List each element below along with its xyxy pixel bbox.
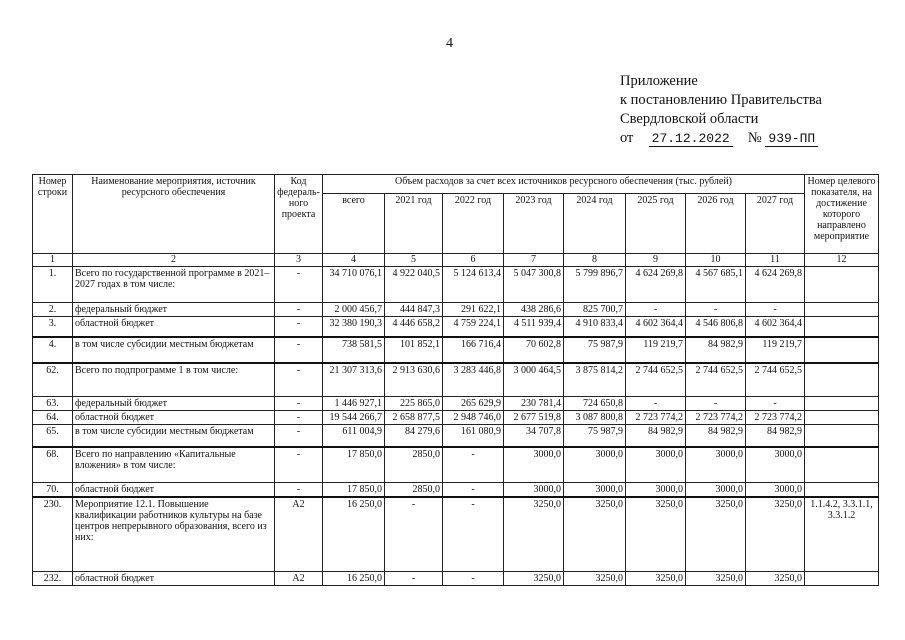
table-row [33, 397, 879, 411]
column-index: 7 [504, 254, 564, 267]
value-2021-cell: 2 913 630,6 [385, 363, 443, 397]
row-name-cell: федеральный бюджет [73, 303, 275, 317]
value-2027-cell: 3250,0 [746, 497, 805, 571]
value-2021-cell: 225 865,0 [385, 397, 443, 411]
federal-code-cell: - [275, 303, 323, 317]
value-2027-cell: 2 723 774,2 [746, 411, 805, 425]
value-2021-cell: 2850,0 [385, 447, 443, 483]
value-2024-cell: 75 987,9 [564, 425, 626, 447]
value-2022-cell: - [443, 447, 504, 483]
target-indicator-cell [805, 363, 879, 397]
total-cell: 32 380 190,3 [323, 317, 385, 337]
value-2023-cell: 230 781,4 [504, 397, 564, 411]
row-name-cell: областной бюджет [73, 317, 275, 337]
header-2022: 2022 год [443, 194, 504, 254]
value-2023-cell: 34 707,8 [504, 425, 564, 447]
federal-code-cell: - [275, 483, 323, 498]
row-number-cell: 230. [33, 497, 73, 571]
row-number-cell: 62. [33, 363, 73, 397]
target-indicator-cell: 1.1.4.2, 3.3.1.1, 3.3.1.2 [805, 497, 879, 571]
total-cell: 19 544 266,7 [323, 411, 385, 425]
column-index: 10 [686, 254, 746, 267]
value-2024-cell: 3000,0 [564, 483, 626, 498]
column-index: 8 [564, 254, 626, 267]
value-2027-cell: 3000,0 [746, 483, 805, 498]
row-name-cell: в том числе субсидии местным бюджетам [73, 425, 275, 447]
header-2025: 2025 год [626, 194, 686, 254]
value-2024-cell: 724 650,8 [564, 397, 626, 411]
column-index: 3 [275, 254, 323, 267]
row-number-cell: 232. [33, 571, 73, 585]
value-2021-cell: - [385, 497, 443, 571]
federal-code-cell: - [275, 425, 323, 447]
table-row [33, 483, 879, 498]
total-cell: 17 850,0 [323, 483, 385, 498]
value-2025-cell: 4 602 364,4 [626, 317, 686, 337]
value-2026-cell: 2 723 774,2 [686, 411, 746, 425]
column-index: 5 [385, 254, 443, 267]
value-2027-cell: 3000,0 [746, 447, 805, 483]
table-row [33, 497, 879, 571]
table-row [33, 363, 879, 397]
value-2026-cell: 3000,0 [686, 483, 746, 498]
header-row-number: Номер строки [33, 175, 73, 254]
table-row [33, 425, 879, 447]
value-2027-cell: 3250,0 [746, 571, 805, 585]
value-2027-cell: 4 602 364,4 [746, 317, 805, 337]
row-number-cell: 1. [33, 267, 73, 303]
value-2021-cell: 4 922 040,5 [385, 267, 443, 303]
value-2025-cell: 2 723 774,2 [626, 411, 686, 425]
target-indicator-cell [805, 397, 879, 411]
value-2026-cell: 84 982,9 [686, 425, 746, 447]
federal-code-cell: - [275, 363, 323, 397]
total-cell: 1 446 927,1 [323, 397, 385, 411]
column-index: 2 [73, 254, 275, 267]
row-name-cell: Всего по государственной программе в 2021–2027 годах в том числе: [73, 267, 275, 303]
number-label: № [747, 130, 762, 146]
table-header [33, 175, 879, 267]
total-cell: 611 004,9 [323, 425, 385, 447]
budget-table [32, 174, 879, 586]
value-2025-cell: 2 744 652,5 [626, 363, 686, 397]
header-2027: 2027 год [746, 194, 805, 254]
row-name-cell: в том числе субсидии местным бюджетам [73, 337, 275, 363]
row-name-cell: федеральный бюджет [73, 397, 275, 411]
value-2022-cell: - [443, 483, 504, 498]
column-index: 12 [805, 254, 879, 267]
value-2023-cell: 70 602,8 [504, 337, 564, 363]
value-2024-cell: 5 799 896,7 [564, 267, 626, 303]
value-2023-cell: 3250,0 [504, 497, 564, 571]
value-2027-cell: - [746, 303, 805, 317]
value-2022-cell: 291 622,1 [443, 303, 504, 317]
row-name-cell: Всего по подпрограмме 1 в том числе: [73, 363, 275, 397]
table-body [33, 267, 879, 586]
federal-code-cell: - [275, 337, 323, 363]
value-2025-cell: 3000,0 [626, 447, 686, 483]
value-2026-cell: 3000,0 [686, 447, 746, 483]
value-2021-cell: 84 279,6 [385, 425, 443, 447]
value-2024-cell: 825 700,7 [564, 303, 626, 317]
table-row [33, 317, 879, 337]
federal-code-cell: А2 [275, 497, 323, 571]
header-expenses-group: Объем расходов за счет всех источников ресурсного обеспечения (тыс. рублей) [323, 175, 805, 194]
value-2024-cell: 4 910 833,4 [564, 317, 626, 337]
table-row [33, 411, 879, 425]
row-name-cell: Мероприятие 12.1. Повышение квалификации работников культуры на базе центров непрерывного образования, всего из них: [73, 497, 275, 571]
target-indicator-cell [805, 571, 879, 585]
value-2026-cell: - [686, 303, 746, 317]
row-number-cell: 65. [33, 425, 73, 447]
target-indicator-cell [805, 483, 879, 498]
target-indicator-cell [805, 337, 879, 363]
header-2026: 2026 год [686, 194, 746, 254]
value-2022-cell: - [443, 571, 504, 585]
resolution-number: 939-ПП [765, 131, 818, 147]
column-index: 6 [443, 254, 504, 267]
table-row [33, 571, 879, 585]
value-2022-cell: - [443, 497, 504, 571]
value-2022-cell: 166 716,4 [443, 337, 504, 363]
target-indicator-cell [805, 267, 879, 303]
value-2023-cell: 4 511 939,4 [504, 317, 564, 337]
row-number-cell: 70. [33, 483, 73, 498]
header-2021: 2021 год [385, 194, 443, 254]
value-2023-cell: 3000,0 [504, 447, 564, 483]
value-2026-cell: 4 567 685,1 [686, 267, 746, 303]
value-2027-cell: 4 624 269,8 [746, 267, 805, 303]
value-2025-cell: 84 982,9 [626, 425, 686, 447]
appendix-resolution: к постановлению Правительства [620, 92, 822, 108]
row-name-cell: областной бюджет [73, 571, 275, 585]
value-2027-cell: 2 744 652,5 [746, 363, 805, 397]
from-label: от [620, 130, 634, 146]
value-2022-cell: 265 629,9 [443, 397, 504, 411]
total-cell: 21 307 313,6 [323, 363, 385, 397]
total-cell: 2 000 456,7 [323, 303, 385, 317]
total-cell: 17 850,0 [323, 447, 385, 483]
column-index: 9 [626, 254, 686, 267]
value-2025-cell: 4 624 269,8 [626, 267, 686, 303]
table-row [33, 447, 879, 483]
value-2022-cell: 4 759 224,1 [443, 317, 504, 337]
header-name: Наименование мероприятия, источник ресурсного обеспечения [73, 175, 275, 254]
value-2021-cell: 101 852,1 [385, 337, 443, 363]
header-2023: 2023 год [504, 194, 564, 254]
table-row [33, 303, 879, 317]
value-2022-cell: 5 124 613,4 [443, 267, 504, 303]
value-2022-cell: 161 080,9 [443, 425, 504, 447]
target-indicator-cell [805, 425, 879, 447]
appendix-title: Приложение [620, 73, 698, 89]
value-2024-cell: 75 987,9 [564, 337, 626, 363]
appendix-date-line [620, 129, 822, 148]
value-2025-cell: 119 219,7 [626, 337, 686, 363]
target-indicator-cell [805, 303, 879, 317]
row-name-cell: областной бюджет [73, 483, 275, 498]
value-2026-cell: 2 744 652,5 [686, 363, 746, 397]
value-2021-cell: 4 446 658,2 [385, 317, 443, 337]
federal-code-cell: - [275, 397, 323, 411]
column-index: 11 [746, 254, 805, 267]
federal-code-cell: А2 [275, 571, 323, 585]
row-number-cell: 2. [33, 303, 73, 317]
value-2027-cell: 84 982,9 [746, 425, 805, 447]
value-2024-cell: 3 875 814,2 [564, 363, 626, 397]
value-2026-cell: 3250,0 [686, 571, 746, 585]
target-indicator-cell [805, 411, 879, 425]
value-2026-cell: 84 982,9 [686, 337, 746, 363]
row-number-cell: 4. [33, 337, 73, 363]
federal-code-cell: - [275, 411, 323, 425]
row-number-cell: 63. [33, 397, 73, 411]
value-2025-cell: 3000,0 [626, 483, 686, 498]
value-2021-cell: 2850,0 [385, 483, 443, 498]
header-total: всего [323, 194, 385, 254]
row-number-cell: 64. [33, 411, 73, 425]
total-cell: 16 250,0 [323, 571, 385, 585]
value-2025-cell: - [626, 397, 686, 411]
table-row [33, 337, 879, 363]
federal-code-cell: - [275, 447, 323, 483]
value-2023-cell: 3 000 464,5 [504, 363, 564, 397]
header-2024: 2024 год [564, 194, 626, 254]
value-2027-cell: 119 219,7 [746, 337, 805, 363]
row-number-cell: 68. [33, 447, 73, 483]
value-2024-cell: 3250,0 [564, 571, 626, 585]
value-2023-cell: 3250,0 [504, 571, 564, 585]
header-target: Номер целевого показателя, на достижение которого направлено мероприятие [805, 175, 879, 254]
value-2022-cell: 3 283 446,8 [443, 363, 504, 397]
federal-code-cell: - [275, 317, 323, 337]
value-2026-cell: - [686, 397, 746, 411]
total-cell: 34 710 076,1 [323, 267, 385, 303]
value-2027-cell: - [746, 397, 805, 411]
value-2023-cell: 3000,0 [504, 483, 564, 498]
total-cell: 16 250,0 [323, 497, 385, 571]
value-2021-cell: - [385, 571, 443, 585]
value-2024-cell: 3000,0 [564, 447, 626, 483]
row-number-cell: 3. [33, 317, 73, 337]
target-indicator-cell [805, 317, 879, 337]
column-index: 4 [323, 254, 385, 267]
value-2023-cell: 438 286,6 [504, 303, 564, 317]
value-2025-cell: 3250,0 [626, 571, 686, 585]
page-number: 4 [446, 36, 453, 51]
target-indicator-cell [805, 447, 879, 483]
value-2023-cell: 5 047 300,8 [504, 267, 564, 303]
value-2024-cell: 3 087 800,8 [564, 411, 626, 425]
row-name-cell: областной бюджет [73, 411, 275, 425]
column-index-row [33, 254, 879, 267]
table-row [33, 267, 879, 303]
appendix-block [620, 72, 822, 148]
value-2024-cell: 3250,0 [564, 497, 626, 571]
row-name-cell: Всего по направлению «Капитальные вложения» в том числе: [73, 447, 275, 483]
column-index: 1 [33, 254, 73, 267]
value-2023-cell: 2 677 519,8 [504, 411, 564, 425]
value-2025-cell: 3250,0 [626, 497, 686, 571]
resolution-date: 27.12.2022 [649, 131, 733, 147]
value-2026-cell: 4 546 806,8 [686, 317, 746, 337]
value-2021-cell: 444 847,3 [385, 303, 443, 317]
value-2021-cell: 2 658 877,5 [385, 411, 443, 425]
value-2022-cell: 2 948 746,0 [443, 411, 504, 425]
value-2026-cell: 3250,0 [686, 497, 746, 571]
header-federal-code: Код федераль-ного проекта [275, 175, 323, 254]
appendix-region: Свердловской области [620, 111, 759, 127]
federal-code-cell: - [275, 267, 323, 303]
value-2025-cell: - [626, 303, 686, 317]
total-cell: 738 581,5 [323, 337, 385, 363]
